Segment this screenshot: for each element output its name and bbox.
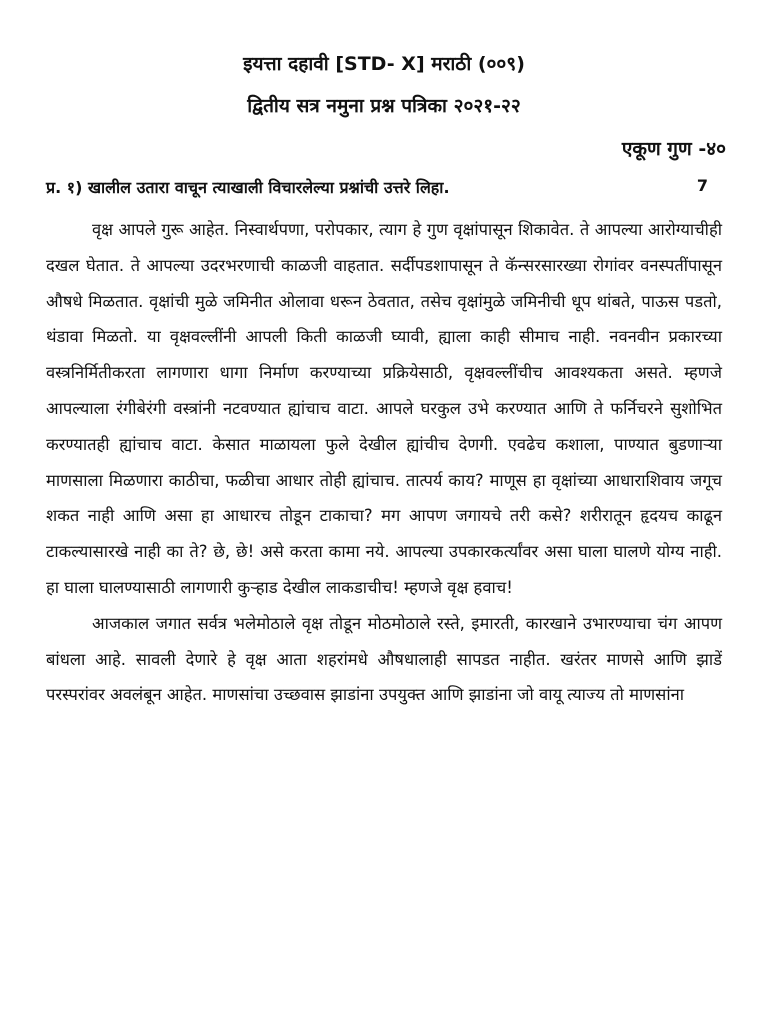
- total-marks: एकूण गुण -४०: [621, 138, 726, 160]
- passage: [46, 212, 722, 713]
- question-1: [46, 176, 718, 198]
- exam-title: इयत्ता दहावी [STD- X] मराठी (००९): [243, 53, 525, 75]
- question-text: प्र. १) खालील उतारा वाचून त्याखाली विचारलेल्या प्रश्नांची उत्तरे लिहा.: [46, 178, 450, 197]
- exam-subtitle: द्वितीय सत्र नमुना प्रश्न पत्रिका २०२१-२२: [247, 95, 521, 117]
- passage-paragraph-1: वृक्ष आपले गुरू आहेत. निस्वार्थपणा, परोपकार, त्याग हे गुण वृक्षांपासून शिकावेत. ते आपल्या आरोग्याचीही दखल घेतात. ते आपल्या उदरभरणाची काळजी वाहतात. सर्दीपडशापासून ते कॅन्सरसारख्या रोगांवर वनस्पतींपासून औषधे मिळतात. वृक्षांची मुळे जमिनीत ओलावा धरून ठेवतात, तसेच वृक्षांमुळे जमिनीची धूप थांबते, पाऊस पडतो, थंडावा मिळतो. या वृक्षवल्लींनी आपली किती काळजी घ्यावी, ह्याला काही सीमाच नाही. नवनवीन प्रकारच्या वस्त्रनिर्मितीकरता लागणारा धागा निर्माण करण्याच्या प्रक्रियेसाठी, वृक्षवल्लींचीच आवश्यकता असते. म्हणजे आपल्याला रंगीबेरंगी वस्त्रांनी नटवण्यात ह्यांचाच वाटा. आपले घरकुल उभे करण्यात आणि ते फर्निचरने सुशोभित करण्यातही ह्यांचाच वाटा. केसात माळायला फुले देखील ह्यांचीच देणगी. एवढेच कशाला, पाण्यात बुडणाऱ्या माणसाला मिळणारा काठीचा, फळीचा आधार तोही ह्यांचाच. तात्पर्य काय? माणूस हा वृक्षांच्या आधाराशिवाय जगूच शकत नाही आणि असा हा आधारच तोडून टाकाचा? मग आपण जगायचे तरी कसे? शरीरातून हृदयच काढून टाकल्यासारखे नाही का ते? छे, छे! असे करता कामा नये. आपल्या उपकारकर्त्यांवर असा घाला घालणे योग्य नाही. हा घाला घालण्यासाठी लागणारी कुऱ्हाड देखील लाकडाचीच! म्हणजे वृक्ष हवाच!: [46, 220, 722, 597]
- question-marks: 7: [696, 176, 708, 195]
- passage-paragraph-2: आजकाल जगात सर्वत्र भलेमोठाले वृक्ष तोडून मोठमोठाले रस्ते, इमारती, कारखाने उभारण्याचा चंग आपण बांधला आहे. सावली देणारे हे वृक्ष आता शहरांमधे औषधालाही सापडत नाहीत. खरंतर माणसे आणि झाडें परस्परांवर अवलंबून आहेत. माणसांचा उच्छवास झाडांना उपयुक्त आणि झाडांना जो वायू त्याज्य तो माणसांना: [46, 613, 722, 705]
